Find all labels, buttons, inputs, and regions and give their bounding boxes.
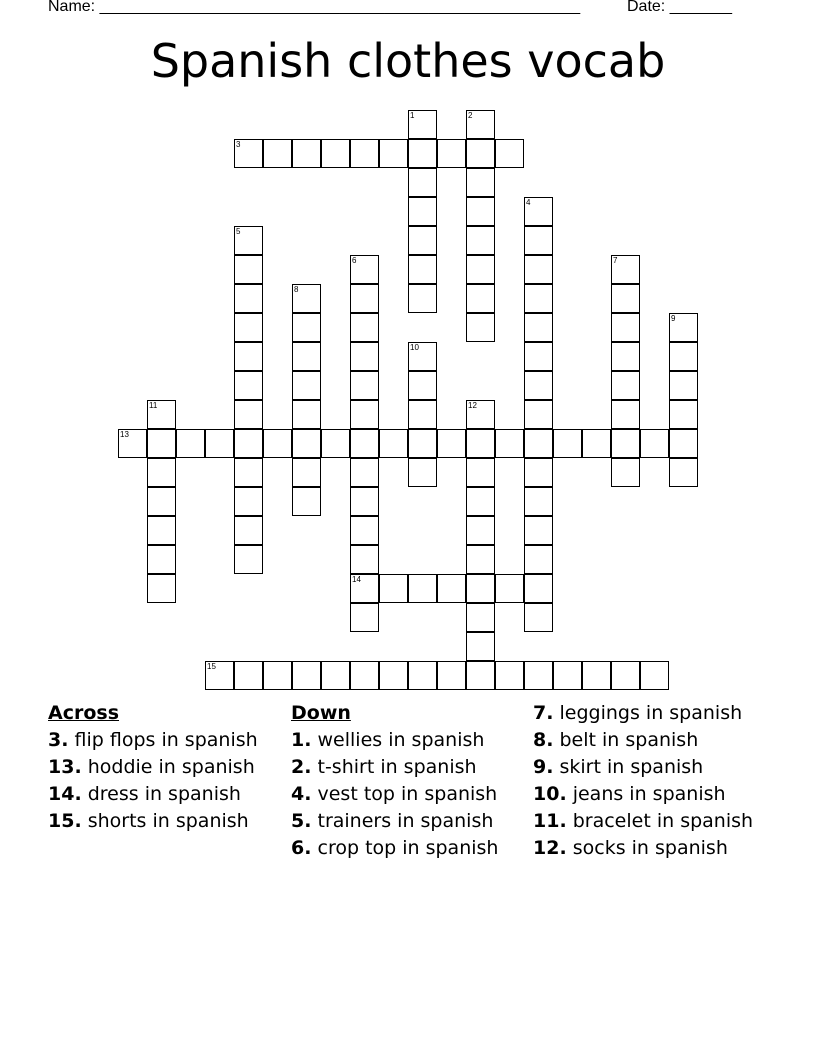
grid-cell[interactable] bbox=[582, 661, 611, 690]
grid-cell[interactable] bbox=[350, 342, 379, 371]
grid-cell[interactable] bbox=[466, 661, 495, 690]
grid-cell[interactable] bbox=[263, 661, 292, 690]
clue-number: 2. bbox=[291, 756, 312, 778]
grid-cell[interactable] bbox=[437, 574, 466, 603]
grid-cell[interactable] bbox=[292, 342, 321, 371]
grid-cell[interactable] bbox=[176, 429, 205, 458]
clue-text: flip flops in spanish bbox=[74, 729, 258, 751]
grid-cell[interactable] bbox=[234, 458, 263, 487]
grid-cell[interactable] bbox=[611, 284, 640, 313]
down-clues-continued bbox=[533, 702, 763, 864]
grid-cell[interactable] bbox=[408, 342, 437, 371]
clue-down-12 bbox=[533, 837, 763, 860]
grid-cell[interactable] bbox=[408, 574, 437, 603]
across-heading: Across bbox=[48, 702, 120, 724]
grid-cell[interactable] bbox=[669, 313, 698, 342]
grid-cell[interactable] bbox=[292, 139, 321, 168]
grid-cell[interactable] bbox=[466, 603, 495, 632]
grid-cell[interactable] bbox=[466, 487, 495, 516]
grid-cell[interactable] bbox=[292, 371, 321, 400]
clue-text: trainers in spanish bbox=[317, 810, 494, 832]
grid-cell[interactable] bbox=[234, 429, 263, 458]
clue-across-14 bbox=[48, 783, 278, 806]
grid-cell[interactable] bbox=[669, 458, 698, 487]
grid-cell[interactable] bbox=[524, 545, 553, 574]
name-field-label: Name: ______________________________________________________ bbox=[48, 0, 581, 15]
clue-text: leggings in spanish bbox=[559, 702, 743, 724]
clue-down-8 bbox=[533, 729, 763, 752]
grid-cell[interactable] bbox=[234, 371, 263, 400]
clue-number-label: 14 bbox=[352, 575, 361, 584]
clue-number: 12. bbox=[533, 837, 567, 859]
grid-cell[interactable] bbox=[466, 168, 495, 197]
grid-cell[interactable] bbox=[524, 313, 553, 342]
grid-cell[interactable] bbox=[437, 139, 466, 168]
clue-number-label: 1 bbox=[410, 111, 415, 120]
grid-cell[interactable] bbox=[118, 429, 147, 458]
clue-number-label: 4 bbox=[526, 198, 531, 207]
grid-cell[interactable] bbox=[292, 284, 321, 313]
grid-cell[interactable] bbox=[495, 139, 524, 168]
clue-number: 13. bbox=[48, 756, 82, 778]
grid-cell[interactable] bbox=[524, 226, 553, 255]
clue-number-label: 11 bbox=[149, 401, 158, 410]
grid-cell[interactable] bbox=[147, 487, 176, 516]
grid-cell[interactable] bbox=[379, 429, 408, 458]
grid-cell[interactable] bbox=[524, 255, 553, 284]
grid-cell[interactable] bbox=[553, 429, 582, 458]
clue-down-1 bbox=[291, 729, 521, 752]
clue-text: jeans in spanish bbox=[572, 783, 726, 805]
grid-cell[interactable] bbox=[350, 255, 379, 284]
grid-cell[interactable] bbox=[611, 313, 640, 342]
clue-number: 15. bbox=[48, 810, 82, 832]
grid-cell[interactable] bbox=[524, 661, 553, 690]
clue-text: shorts in spanish bbox=[87, 810, 249, 832]
grid-cell[interactable] bbox=[263, 139, 292, 168]
grid-cell[interactable] bbox=[205, 429, 234, 458]
grid-cell[interactable] bbox=[408, 197, 437, 226]
grid-cell[interactable] bbox=[437, 429, 466, 458]
grid-cell[interactable] bbox=[611, 661, 640, 690]
across-clues bbox=[48, 702, 278, 837]
clue-number: 10. bbox=[533, 783, 567, 805]
grid-cell[interactable] bbox=[292, 458, 321, 487]
clue-down-10 bbox=[533, 783, 763, 806]
clue-number: 6. bbox=[291, 837, 312, 859]
grid-cell[interactable] bbox=[408, 226, 437, 255]
grid-cell[interactable] bbox=[524, 400, 553, 429]
grid-cell[interactable] bbox=[466, 574, 495, 603]
grid-cell[interactable] bbox=[495, 661, 524, 690]
down-heading: Down bbox=[291, 702, 351, 724]
grid-cell[interactable] bbox=[524, 487, 553, 516]
grid-cell[interactable] bbox=[292, 661, 321, 690]
clue-number: 9. bbox=[533, 756, 554, 778]
grid-cell[interactable] bbox=[147, 458, 176, 487]
grid-cell[interactable] bbox=[466, 313, 495, 342]
grid-cell[interactable] bbox=[234, 342, 263, 371]
grid-cell[interactable] bbox=[350, 661, 379, 690]
clue-number-label: 5 bbox=[236, 227, 241, 236]
grid-cell[interactable] bbox=[350, 400, 379, 429]
clue-number: 7. bbox=[533, 702, 554, 724]
grid-cell[interactable] bbox=[466, 400, 495, 429]
grid-cell[interactable] bbox=[466, 255, 495, 284]
date-field-label: Date: _______ bbox=[627, 0, 732, 15]
clue-down-11 bbox=[533, 810, 763, 833]
clue-number: 1. bbox=[291, 729, 312, 751]
grid-cell[interactable] bbox=[350, 313, 379, 342]
clue-number-label: 9 bbox=[671, 314, 676, 323]
grid-cell[interactable] bbox=[553, 661, 582, 690]
grid-cell[interactable] bbox=[669, 371, 698, 400]
grid-cell[interactable] bbox=[263, 429, 292, 458]
grid-cell[interactable] bbox=[524, 458, 553, 487]
grid-cell[interactable] bbox=[466, 429, 495, 458]
clue-number-label: 8 bbox=[294, 285, 299, 294]
grid-cell[interactable] bbox=[234, 139, 263, 168]
grid-cell[interactable] bbox=[466, 139, 495, 168]
grid-cell[interactable] bbox=[147, 574, 176, 603]
clue-across-3 bbox=[48, 729, 278, 752]
grid-cell[interactable] bbox=[408, 371, 437, 400]
clue-number-label: 12 bbox=[468, 401, 477, 410]
grid-cell[interactable] bbox=[524, 603, 553, 632]
clue-text: vest top in spanish bbox=[317, 783, 498, 805]
grid-cell[interactable] bbox=[524, 342, 553, 371]
clue-number: 5. bbox=[291, 810, 312, 832]
clue-number-label: 7 bbox=[613, 256, 618, 265]
grid-cell[interactable] bbox=[466, 632, 495, 661]
grid-cell[interactable] bbox=[292, 487, 321, 516]
clue-text: dress in spanish bbox=[87, 783, 241, 805]
grid-cell[interactable] bbox=[640, 429, 669, 458]
grid-cell[interactable] bbox=[495, 574, 524, 603]
grid-cell[interactable] bbox=[147, 400, 176, 429]
grid-cell[interactable] bbox=[611, 429, 640, 458]
grid-cell[interactable] bbox=[524, 429, 553, 458]
clue-number-label: 13 bbox=[120, 430, 129, 439]
grid-cell[interactable] bbox=[408, 458, 437, 487]
clue-text: socks in spanish bbox=[572, 837, 728, 859]
grid-cell[interactable] bbox=[408, 661, 437, 690]
grid-cell[interactable] bbox=[234, 400, 263, 429]
clue-number: 11. bbox=[533, 810, 567, 832]
grid-cell[interactable] bbox=[669, 342, 698, 371]
grid-cell[interactable] bbox=[408, 400, 437, 429]
grid-cell[interactable] bbox=[321, 661, 350, 690]
grid-cell[interactable] bbox=[205, 661, 234, 690]
grid-cell[interactable] bbox=[408, 110, 437, 139]
clue-text: hoddie in spanish bbox=[87, 756, 255, 778]
clue-text: bracelet in spanish bbox=[572, 810, 754, 832]
grid-cell[interactable] bbox=[350, 284, 379, 313]
grid-cell[interactable] bbox=[466, 545, 495, 574]
grid-cell[interactable] bbox=[611, 458, 640, 487]
page-title: Spanish clothes vocab bbox=[150, 34, 666, 88]
clue-number: 8. bbox=[533, 729, 554, 751]
grid-cell[interactable] bbox=[292, 313, 321, 342]
grid-cell[interactable] bbox=[466, 458, 495, 487]
grid-cell[interactable] bbox=[234, 313, 263, 342]
grid-cell[interactable] bbox=[350, 603, 379, 632]
clue-number-label: 6 bbox=[352, 256, 357, 265]
grid-cell[interactable] bbox=[321, 139, 350, 168]
grid-cell[interactable] bbox=[640, 661, 669, 690]
clue-across-15 bbox=[48, 810, 278, 833]
grid-cell[interactable] bbox=[408, 139, 437, 168]
grid-cell[interactable] bbox=[234, 226, 263, 255]
grid-cell[interactable] bbox=[495, 429, 524, 458]
grid-cell[interactable] bbox=[466, 197, 495, 226]
grid-cell[interactable] bbox=[669, 400, 698, 429]
grid-cell[interactable] bbox=[466, 284, 495, 313]
grid-cell[interactable] bbox=[234, 516, 263, 545]
grid-cell[interactable] bbox=[147, 429, 176, 458]
grid-cell[interactable] bbox=[350, 487, 379, 516]
clue-number: 4. bbox=[291, 783, 312, 805]
grid-cell[interactable] bbox=[350, 371, 379, 400]
clue-number: 3. bbox=[48, 729, 69, 751]
clue-down-6 bbox=[291, 837, 521, 860]
grid-cell[interactable] bbox=[350, 139, 379, 168]
clue-down-5 bbox=[291, 810, 521, 833]
grid-cell[interactable] bbox=[437, 661, 466, 690]
grid-cell[interactable] bbox=[379, 139, 408, 168]
grid-cell[interactable] bbox=[669, 429, 698, 458]
down-clues bbox=[291, 702, 521, 864]
grid-cell[interactable] bbox=[147, 516, 176, 545]
grid-cell[interactable] bbox=[524, 371, 553, 400]
clue-number: 14. bbox=[48, 783, 82, 805]
clue-text: crop top in spanish bbox=[317, 837, 499, 859]
clue-number-label: 10 bbox=[410, 343, 419, 352]
grid-cell[interactable] bbox=[466, 110, 495, 139]
grid-cell[interactable] bbox=[524, 197, 553, 226]
grid-cell[interactable] bbox=[466, 226, 495, 255]
clue-across-13 bbox=[48, 756, 278, 779]
grid-cell[interactable] bbox=[611, 342, 640, 371]
grid-cell[interactable] bbox=[379, 661, 408, 690]
clue-text: t-shirt in spanish bbox=[317, 756, 477, 778]
grid-cell[interactable] bbox=[234, 284, 263, 313]
grid-cell[interactable] bbox=[234, 255, 263, 284]
clue-down-9 bbox=[533, 756, 763, 779]
grid-cell[interactable] bbox=[350, 545, 379, 574]
grid-cell[interactable] bbox=[611, 371, 640, 400]
clue-number-label: 15 bbox=[207, 662, 216, 671]
grid-cell[interactable] bbox=[408, 255, 437, 284]
grid-cell[interactable] bbox=[408, 168, 437, 197]
clue-text: belt in spanish bbox=[559, 729, 699, 751]
grid-cell[interactable] bbox=[611, 255, 640, 284]
grid-cell[interactable] bbox=[234, 487, 263, 516]
clue-number-label: 2 bbox=[468, 111, 473, 120]
grid-cell[interactable] bbox=[350, 429, 379, 458]
grid-cell[interactable] bbox=[292, 400, 321, 429]
grid-cell[interactable] bbox=[321, 429, 350, 458]
grid-cell[interactable] bbox=[408, 284, 437, 313]
clue-down-4 bbox=[291, 783, 521, 806]
clue-text: skirt in spanish bbox=[559, 756, 704, 778]
clue-number-label: 3 bbox=[236, 140, 241, 149]
grid-cell[interactable] bbox=[524, 574, 553, 603]
grid-cell[interactable] bbox=[350, 574, 379, 603]
grid-cell[interactable] bbox=[379, 574, 408, 603]
grid-cell[interactable] bbox=[408, 429, 437, 458]
clue-text: wellies in spanish bbox=[317, 729, 485, 751]
grid-cell[interactable] bbox=[524, 284, 553, 313]
grid-cell[interactable] bbox=[466, 516, 495, 545]
grid-cell[interactable] bbox=[350, 458, 379, 487]
clue-down-2 bbox=[291, 756, 521, 779]
grid-cell[interactable] bbox=[582, 429, 611, 458]
grid-cell[interactable] bbox=[147, 545, 176, 574]
clue-down-7 bbox=[533, 702, 763, 725]
grid-cell[interactable] bbox=[611, 400, 640, 429]
grid-cell[interactable] bbox=[292, 429, 321, 458]
grid-cell[interactable] bbox=[234, 545, 263, 574]
grid-cell[interactable] bbox=[524, 516, 553, 545]
grid-cell[interactable] bbox=[350, 516, 379, 545]
grid-cell[interactable] bbox=[234, 661, 263, 690]
